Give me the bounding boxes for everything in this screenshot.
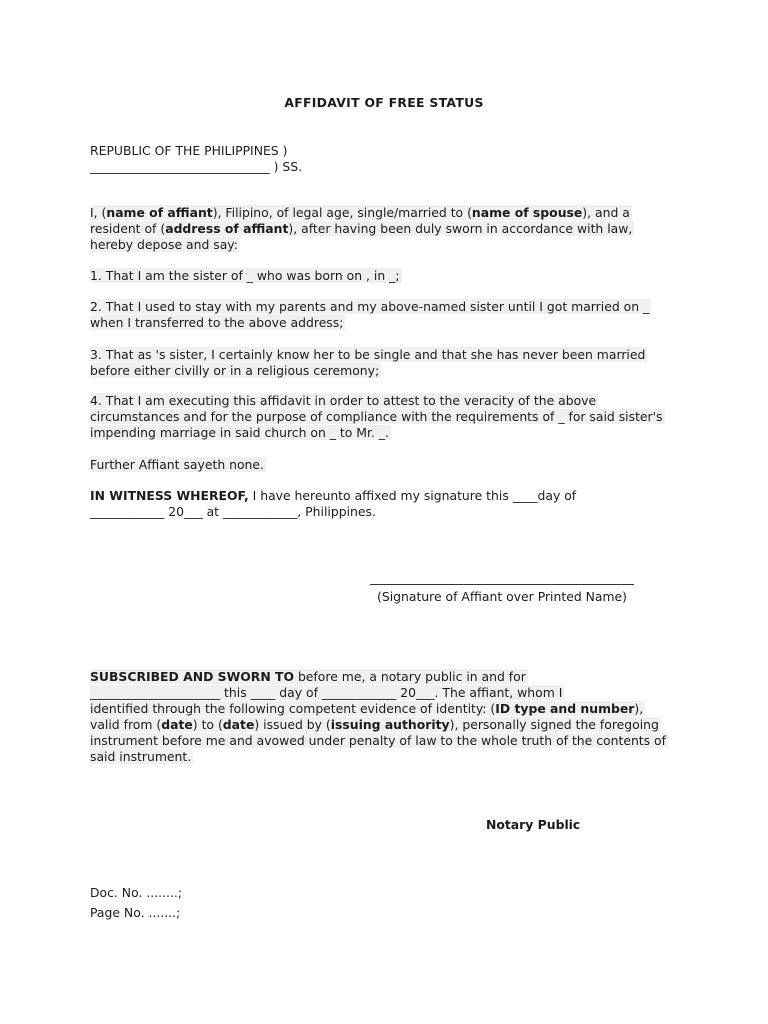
notary-public-label: Notary Public bbox=[486, 817, 581, 832]
doc-number: Doc. No. ........; bbox=[90, 885, 183, 900]
page-number: Page No. .......; bbox=[90, 905, 181, 920]
statement-2: 2. That I used to stay with my parents and my above-named sister until I got married on _ when I transferred to the above address; bbox=[90, 299, 650, 330]
placeholder-id-type-and-number: ID type and number bbox=[495, 701, 635, 716]
document-title: AFFIDAVIT OF FREE STATUS bbox=[284, 95, 484, 110]
intro-paragraph: I, (name of affiant), Filipino, of legal age, single/married to (name of spouse), and a resident of (address of affiant), after having been duly sworn in accordance with law, hereby depose and say: bbox=[90, 205, 633, 252]
placeholder-date-to: date bbox=[222, 717, 255, 732]
jurat-heading: SUBSCRIBED AND SWORN TO bbox=[90, 669, 294, 684]
statement-3: 3. That as 's sister, I certainly know her to be single and that she has never been married before either civilly or in a religious ceremony; bbox=[90, 347, 646, 378]
venue-line-2: _____________________________ ) SS. bbox=[90, 159, 303, 174]
statement-1: 1. That I am the sister of _ who was born on , in _; bbox=[90, 268, 400, 283]
jurat-paragraph: SUBSCRIBED AND SWORN TO before me, a notary public in and for _____________________ this ____ day of ____________ 20___. The affiant, whom I identified through the following competent evidence of identity: (ID type and number), valid from (date) to (date) issued by (issuing authority), personally signed the foregoing instrument before me and avowed under penalty of law to the whole truth of the contents of said instrument. bbox=[90, 669, 666, 764]
witness-heading: IN WITNESS WHEREOF, bbox=[90, 488, 249, 503]
affiant-signature-line bbox=[370, 576, 634, 585]
witness-paragraph: IN WITNESS WHEREOF, I have hereunto affixed my signature this ____day of ____________ 20___ at ____________, Philippines. bbox=[90, 488, 577, 519]
placeholder-issuing-authority: issuing authority bbox=[330, 717, 450, 732]
placeholder-date-from: date bbox=[161, 717, 193, 732]
venue-line-1: REPUBLIC OF THE PHILIPPINES ) bbox=[90, 143, 288, 158]
affiant-signature-caption: (Signature of Affiant over Printed Name) bbox=[377, 589, 628, 604]
placeholder-name-of-spouse: name of spouse bbox=[471, 205, 583, 220]
further-affiant-line: Further Affiant sayeth none. bbox=[90, 457, 264, 472]
statement-4: 4. That I am executing this affidavit in order to attest to the veracity of the above circumstances and for the purpose of compliance with the requirements of _ for said sister's impending marriage in said church on _ to Mr. _. bbox=[90, 393, 663, 440]
docket-block bbox=[90, 885, 690, 921]
venue-block bbox=[90, 143, 690, 175]
placeholder-name-of-affiant: name of affiant bbox=[106, 205, 213, 220]
placeholder-address-of-affiant: address of affiant bbox=[165, 221, 289, 236]
